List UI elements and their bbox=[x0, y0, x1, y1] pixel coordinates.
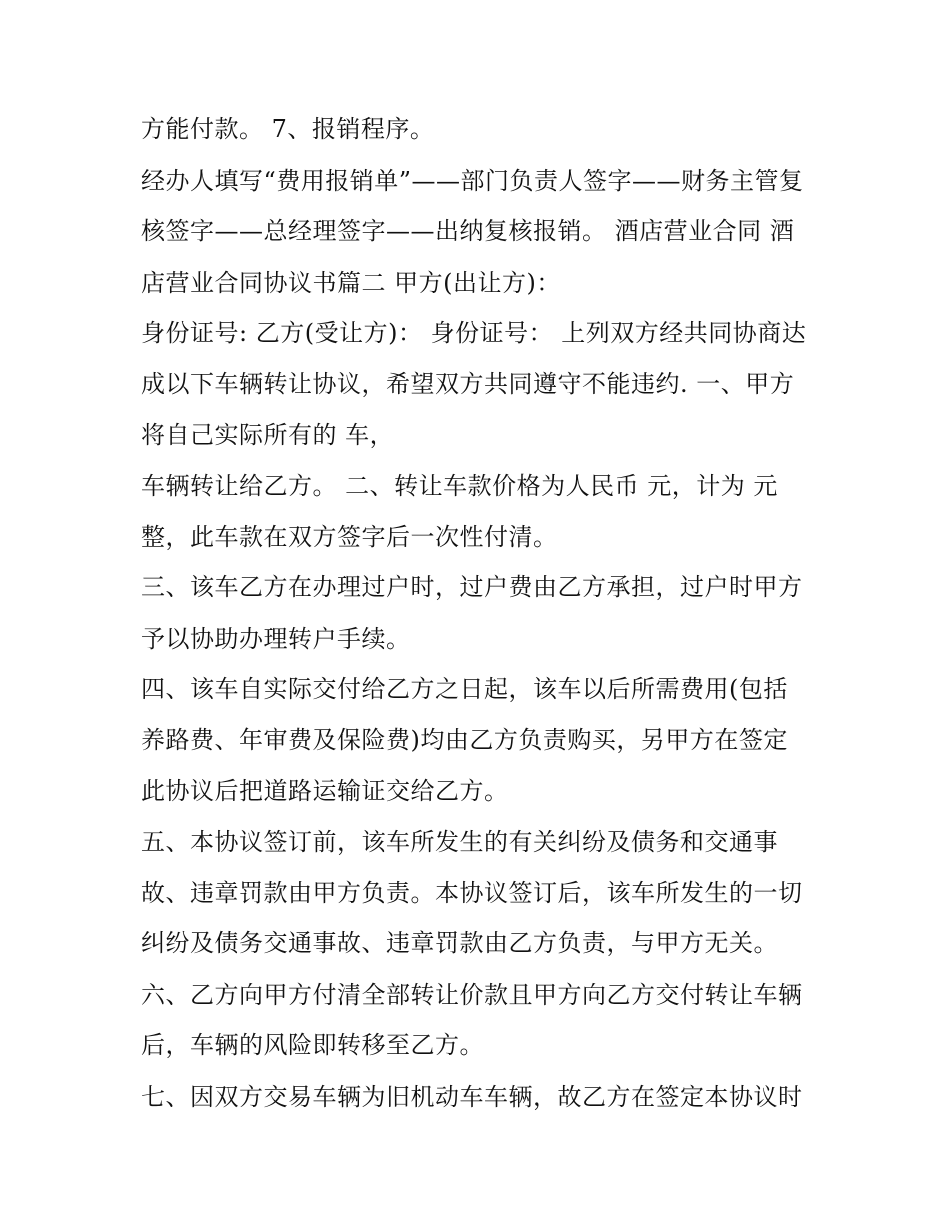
text-line: 七、因双方交易车辆为旧机动车车辆，故乙方在签定本协议时 bbox=[141, 1083, 803, 1111]
text-line: 后，车辆的风险即转移至乙方。 bbox=[141, 1031, 484, 1059]
text-line: 予以协助办理转户手续。 bbox=[141, 625, 411, 653]
text-line: 此协议后把道路运输证交给乙方。 bbox=[141, 777, 509, 805]
text-line: 三、该车乙方在办理过户时，过户费由乙方承担，过户时甲方 bbox=[141, 573, 803, 601]
text-line: 五、本协议签订前，该车所发生的有关纠纷及债务和交通事 bbox=[141, 828, 778, 856]
text-line: 方能付款。 7、报销程序。 bbox=[141, 115, 435, 143]
text-line: 成以下车辆转让协议，希望双方共同遵守不能违约. 一、甲方 bbox=[141, 370, 795, 398]
text-line: 身份证号: 乙方(受让方)： 身份证号： 上列双方经共同协商达 bbox=[141, 319, 807, 347]
text-line: 故、违章罚款由甲方负责。本协议签订后，该车所发生的一切 bbox=[141, 879, 803, 907]
text-line: 纠纷及债务交通事故、违章罚款由乙方负责，与甲方无关。 bbox=[141, 929, 778, 957]
text-line: 核签字——总经理签字——出纳复核报销。 酒店营业合同 酒 bbox=[141, 217, 795, 245]
text-line: 四、该车自实际交付给乙方之日起，该车以后所需费用(包括 bbox=[141, 675, 788, 703]
text-line: 养路费、年审费及保险费)均由乙方负责购买，另甲方在签定 bbox=[141, 726, 788, 754]
text-line: 整，此车款在双方签字后一次性付清。 bbox=[141, 523, 558, 551]
text-line: 经办人填写“费用报销单”——部门负责人签字——财务主管复 bbox=[141, 167, 804, 195]
text-line: 六、乙方向甲方付清全部转让价款且甲方向乙方交付转让车辆 bbox=[141, 981, 803, 1009]
text-line: 店营业合同协议书篇二 甲方(出让方)： bbox=[141, 269, 561, 297]
text-line: 将自己实际所有的 车， bbox=[141, 421, 395, 449]
text-line: 车辆转让给乙方。 二、转让车款价格为人民币 元，计为 元 bbox=[141, 472, 778, 500]
